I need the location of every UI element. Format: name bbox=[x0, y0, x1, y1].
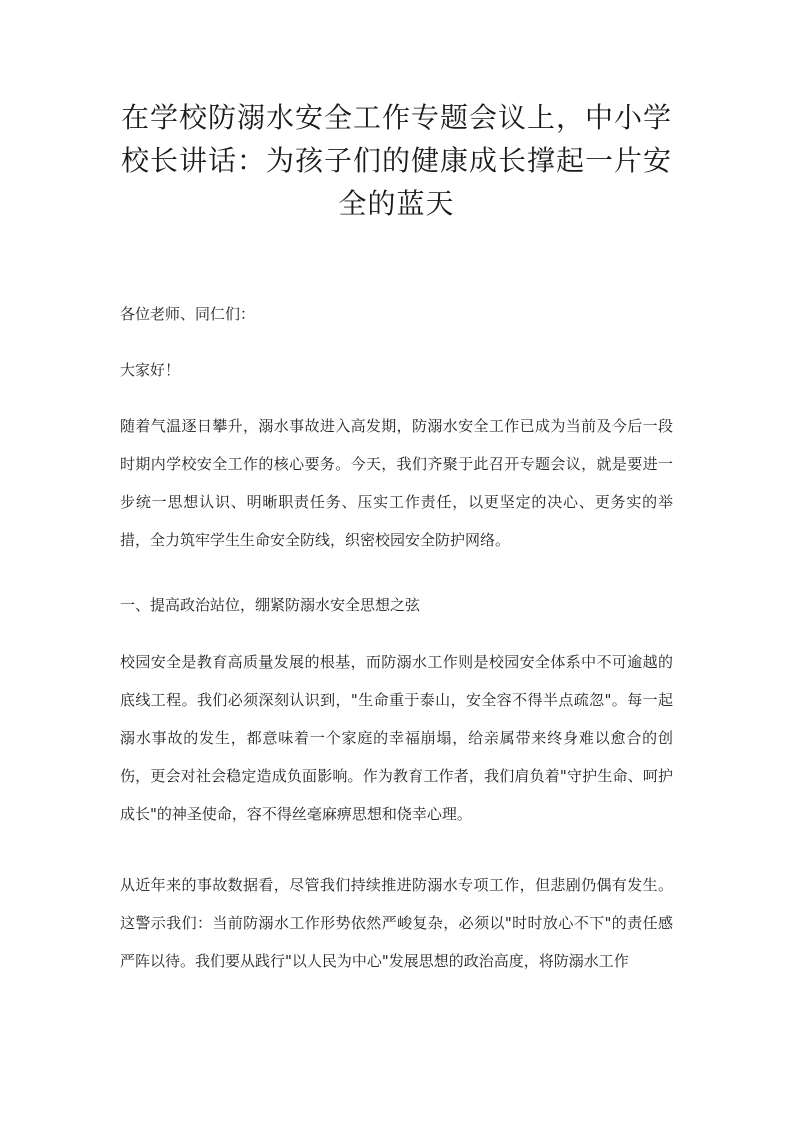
greeting: 大家好！ bbox=[120, 361, 181, 379]
paragraph-intro: 随着气温逐日攀升，溺水事故进入高发期，防溺水安全工作已成为当前及今后一段时期内学校安全工作的核心要务。今天，我们齐聚于此召开专题会议，就是要进一步统一思想认识、明晰职责任务、压实工作责任，以更坚定的决心、更务实的举措，全力筑牢学生生命安全防线，织密校园安全防护网络。 bbox=[120, 417, 673, 549]
salutation: 各位老师、同仁们： bbox=[120, 305, 256, 323]
document-title: 在学校防溺水安全工作专题会议上，中小学校长讲话：为孩子们的健康成长撑起一片安全的蓝天 bbox=[120, 101, 672, 220]
paragraph-campus-safety: 校园安全是教育高质量发展的根基，而防溺水工作则是校园安全体系中不可逾越的底线工程。我们必须深刻认识到，"生命重于泰山，安全容不得半点疏忽"。每一起溺水事故的发生，都意味着一个家庭的幸福崩塌，给亲属带来终身难以愈合的创伤，更会对社会稳定造成负面影响。作为教育工作者，我们肩负着"守护生命、呵护成长"的神圣使命，容不得丝毫麻痹思想和侥幸心理。 bbox=[120, 653, 673, 823]
section-heading: 一、提高政治站位，绷紧防溺水安全思想之弦 bbox=[120, 596, 421, 614]
paragraph-accident-data: 从近年来的事故数据看，尽管我们持续推进防溺水专项工作，但悲剧仍偶有发生。这警示我们：当前防溺水工作形势依然严峻复杂，必须以"时时放心不下"的责任感严阵以待。我们要从践行"以人民为中心"发展思想的政治高度，将防溺水工作 bbox=[120, 876, 673, 970]
